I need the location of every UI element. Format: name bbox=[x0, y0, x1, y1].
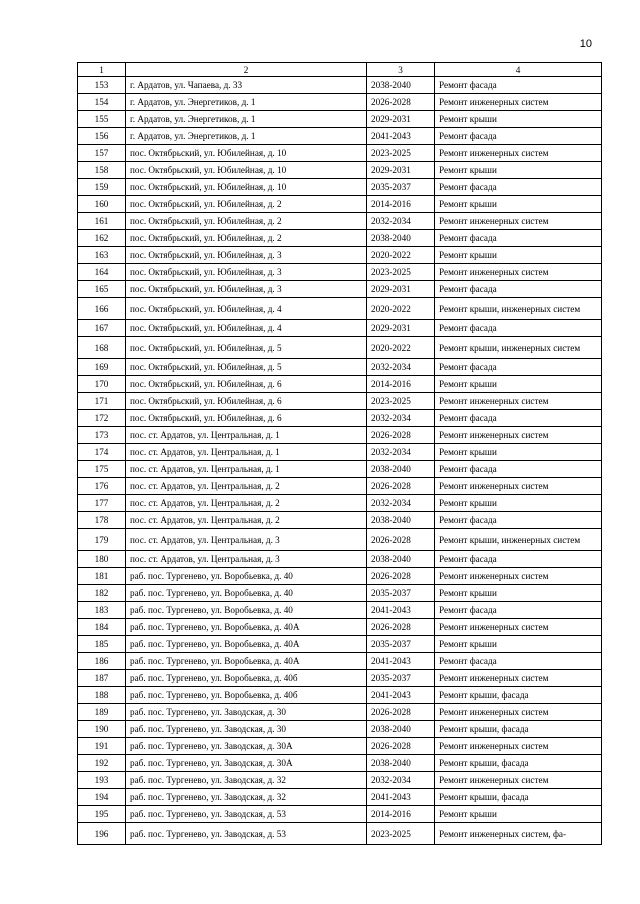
work-type-cell: Ремонт крыши, инженерных систем bbox=[435, 337, 602, 359]
years-cell: 2038-2040 bbox=[367, 721, 435, 738]
table-row bbox=[78, 111, 602, 128]
years-cell: 2029-2031 bbox=[367, 281, 435, 298]
address-cell: раб. пос. Тургенево, ул. Заводская, д. 32 bbox=[126, 789, 367, 806]
work-type-cell: Ремонт крыши, фасада bbox=[435, 755, 602, 772]
table-row bbox=[78, 755, 602, 772]
address-cell: раб. пос. Тургенево, ул. Воробьевка, д. 40А bbox=[126, 653, 367, 670]
row-number-cell: 173 bbox=[78, 427, 126, 444]
table-row bbox=[78, 789, 602, 806]
row-number-cell: 153 bbox=[78, 77, 126, 94]
work-type-cell: Ремонт крыши, инженерных систем bbox=[435, 529, 602, 551]
work-type-cell: Ремонт крыши, инженерных систем bbox=[435, 298, 602, 320]
years-cell: 2041-2043 bbox=[367, 128, 435, 145]
row-number-cell: 188 bbox=[78, 687, 126, 704]
work-type-cell: Ремонт крыши bbox=[435, 376, 602, 393]
table-row bbox=[78, 320, 602, 337]
work-type-cell: Ремонт фасада bbox=[435, 551, 602, 568]
row-number-cell: 165 bbox=[78, 281, 126, 298]
row-number-cell: 194 bbox=[78, 789, 126, 806]
years-cell: 2035-2037 bbox=[367, 636, 435, 653]
years-cell: 2026-2028 bbox=[367, 529, 435, 551]
row-number-cell: 177 bbox=[78, 495, 126, 512]
column-header-years: 3 bbox=[367, 63, 435, 77]
row-number-cell: 171 bbox=[78, 393, 126, 410]
address-cell: раб. пос. Тургенево, ул. Воробьевка, д. 40А bbox=[126, 619, 367, 636]
table-row bbox=[78, 281, 602, 298]
row-number-cell: 170 bbox=[78, 376, 126, 393]
table-row bbox=[78, 94, 602, 111]
row-number-cell: 178 bbox=[78, 512, 126, 529]
years-cell: 2014-2016 bbox=[367, 196, 435, 213]
address-cell: пос. Октябрьский, ул. Юбилейная, д. 5 bbox=[126, 359, 367, 376]
table-row bbox=[78, 247, 602, 264]
years-cell: 2032-2034 bbox=[367, 410, 435, 427]
page-number: 10 bbox=[579, 38, 592, 50]
years-cell: 2026-2028 bbox=[367, 568, 435, 585]
address-cell: раб. пос. Тургенево, ул. Заводская, д. 30А bbox=[126, 755, 367, 772]
work-type-cell: Ремонт крыши bbox=[435, 111, 602, 128]
work-type-cell: Ремонт инженерных систем bbox=[435, 94, 602, 111]
years-cell: 2023-2025 bbox=[367, 393, 435, 410]
address-cell: пос. ст. Ардатов, ул. Центральная, д. 3 bbox=[126, 529, 367, 551]
work-type-cell: Ремонт инженерных систем bbox=[435, 393, 602, 410]
address-cell: раб. пос. Тургенево, ул. Заводская, д. 53 bbox=[126, 806, 367, 823]
years-cell: 2026-2028 bbox=[367, 478, 435, 495]
work-type-cell: Ремонт крыши, фасада bbox=[435, 721, 602, 738]
years-cell: 2020-2022 bbox=[367, 247, 435, 264]
row-number-cell: 179 bbox=[78, 529, 126, 551]
table-row bbox=[78, 393, 602, 410]
table-row bbox=[78, 213, 602, 230]
address-cell: пос. Октябрьский, ул. Юбилейная, д. 6 bbox=[126, 376, 367, 393]
work-type-cell: Ремонт инженерных систем bbox=[435, 772, 602, 789]
address-cell: пос. ст. Ардатов, ул. Центральная, д. 2 bbox=[126, 478, 367, 495]
row-number-cell: 184 bbox=[78, 619, 126, 636]
years-cell: 2038-2040 bbox=[367, 77, 435, 94]
row-number-cell: 160 bbox=[78, 196, 126, 213]
years-cell: 2029-2031 bbox=[367, 320, 435, 337]
address-cell: раб. пос. Тургенево, ул. Заводская, д. 53 bbox=[126, 823, 367, 845]
table-row bbox=[78, 77, 602, 94]
years-cell: 2038-2040 bbox=[367, 461, 435, 478]
table-row bbox=[78, 772, 602, 789]
work-type-cell: Ремонт фасада bbox=[435, 410, 602, 427]
years-cell: 2023-2025 bbox=[367, 264, 435, 281]
years-cell: 2038-2040 bbox=[367, 755, 435, 772]
table-row bbox=[78, 823, 602, 845]
row-number-cell: 190 bbox=[78, 721, 126, 738]
row-number-cell: 195 bbox=[78, 806, 126, 823]
years-cell: 2023-2025 bbox=[367, 145, 435, 162]
work-type-cell: Ремонт фасада bbox=[435, 179, 602, 196]
row-number-cell: 162 bbox=[78, 230, 126, 247]
years-cell: 2038-2040 bbox=[367, 551, 435, 568]
address-cell: раб. пос. Тургенево, ул. Воробьевка, д. 40б bbox=[126, 687, 367, 704]
row-number-cell: 158 bbox=[78, 162, 126, 179]
row-number-cell: 187 bbox=[78, 670, 126, 687]
table-row bbox=[78, 602, 602, 619]
row-number-cell: 168 bbox=[78, 337, 126, 359]
years-cell: 2020-2022 bbox=[367, 337, 435, 359]
table-row bbox=[78, 179, 602, 196]
row-number-cell: 175 bbox=[78, 461, 126, 478]
work-type-cell: Ремонт инженерных систем bbox=[435, 213, 602, 230]
row-number-cell: 169 bbox=[78, 359, 126, 376]
table-body bbox=[78, 77, 602, 845]
row-number-cell: 183 bbox=[78, 602, 126, 619]
row-number-cell: 166 bbox=[78, 298, 126, 320]
row-number-cell: 157 bbox=[78, 145, 126, 162]
table-row bbox=[78, 568, 602, 585]
work-type-cell: Ремонт крыши bbox=[435, 196, 602, 213]
address-cell: раб. пос. Тургенево, ул. Заводская, д. 30А bbox=[126, 738, 367, 755]
address-cell: пос. Октябрьский, ул. Юбилейная, д. 2 bbox=[126, 213, 367, 230]
years-cell: 2038-2040 bbox=[367, 230, 435, 247]
years-cell: 2035-2037 bbox=[367, 179, 435, 196]
address-cell: пос. Октябрьский, ул. Юбилейная, д. 4 bbox=[126, 298, 367, 320]
address-cell: раб. пос. Тургенево, ул. Заводская, д. 30 bbox=[126, 721, 367, 738]
row-number-cell: 174 bbox=[78, 444, 126, 461]
address-cell: пос. Октябрьский, ул. Юбилейная, д. 4 bbox=[126, 320, 367, 337]
table-row bbox=[78, 704, 602, 721]
work-type-cell: Ремонт фасада bbox=[435, 653, 602, 670]
work-type-cell: Ремонт инженерных систем, фа- bbox=[435, 823, 602, 845]
years-cell: 2038-2040 bbox=[367, 512, 435, 529]
row-number-cell: 161 bbox=[78, 213, 126, 230]
work-type-cell: Ремонт фасада bbox=[435, 230, 602, 247]
table-row bbox=[78, 721, 602, 738]
row-number-cell: 181 bbox=[78, 568, 126, 585]
table-row bbox=[78, 264, 602, 281]
table-row bbox=[78, 478, 602, 495]
address-cell: раб. пос. Тургенево, ул. Заводская, д. 32 bbox=[126, 772, 367, 789]
address-cell: пос. Октябрьский, ул. Юбилейная, д. 2 bbox=[126, 196, 367, 213]
address-cell: пос. ст. Ардатов, ул. Центральная, д. 2 bbox=[126, 495, 367, 512]
work-type-cell: Ремонт крыши bbox=[435, 444, 602, 461]
address-cell: пос. ст. Ардатов, ул. Центральная, д. 1 bbox=[126, 444, 367, 461]
row-number-cell: 159 bbox=[78, 179, 126, 196]
work-type-cell: Ремонт инженерных систем bbox=[435, 427, 602, 444]
address-cell: пос. Октябрьский, ул. Юбилейная, д. 10 bbox=[126, 162, 367, 179]
work-type-cell: Ремонт инженерных систем bbox=[435, 670, 602, 687]
table-row bbox=[78, 145, 602, 162]
table-row bbox=[78, 230, 602, 247]
repair-schedule-table bbox=[77, 62, 602, 845]
column-header-address: 2 bbox=[126, 63, 367, 77]
years-cell: 2014-2016 bbox=[367, 806, 435, 823]
table-row bbox=[78, 337, 602, 359]
address-cell: г. Ардатов, ул. Энергетиков, д. 1 bbox=[126, 128, 367, 145]
address-cell: пос. ст. Ардатов, ул. Центральная, д. 1 bbox=[126, 427, 367, 444]
table-row bbox=[78, 619, 602, 636]
address-cell: раб. пос. Тургенево, ул. Воробьевка, д. 40 bbox=[126, 568, 367, 585]
years-cell: 2029-2031 bbox=[367, 111, 435, 128]
row-number-cell: 185 bbox=[78, 636, 126, 653]
table-row bbox=[78, 551, 602, 568]
table-row bbox=[78, 298, 602, 320]
table-row bbox=[78, 670, 602, 687]
years-cell: 2032-2034 bbox=[367, 444, 435, 461]
row-number-cell: 189 bbox=[78, 704, 126, 721]
years-cell: 2029-2031 bbox=[367, 162, 435, 179]
address-cell: пос. Октябрьский, ул. Юбилейная, д. 10 bbox=[126, 179, 367, 196]
work-type-cell: Ремонт инженерных систем bbox=[435, 478, 602, 495]
column-header-number: 1 bbox=[78, 63, 126, 77]
address-cell: раб. пос. Тургенево, ул. Заводская, д. 30 bbox=[126, 704, 367, 721]
table-row bbox=[78, 461, 602, 478]
work-type-cell: Ремонт крыши bbox=[435, 495, 602, 512]
row-number-cell: 155 bbox=[78, 111, 126, 128]
row-number-cell: 180 bbox=[78, 551, 126, 568]
row-number-cell: 176 bbox=[78, 478, 126, 495]
table-row bbox=[78, 738, 602, 755]
row-number-cell: 164 bbox=[78, 264, 126, 281]
address-cell: г. Ардатов, ул. Энергетиков, д. 1 bbox=[126, 111, 367, 128]
address-cell: пос. Октябрьский, ул. Юбилейная, д. 3 bbox=[126, 281, 367, 298]
work-type-cell: Ремонт фасада bbox=[435, 359, 602, 376]
address-cell: пос. Октябрьский, ул. Юбилейная, д. 2 bbox=[126, 230, 367, 247]
years-cell: 2035-2037 bbox=[367, 670, 435, 687]
work-type-cell: Ремонт инженерных систем bbox=[435, 738, 602, 755]
work-type-cell: Ремонт крыши bbox=[435, 247, 602, 264]
work-type-cell: Ремонт фасада bbox=[435, 281, 602, 298]
work-type-cell: Ремонт крыши bbox=[435, 162, 602, 179]
table-header-row bbox=[78, 63, 602, 77]
address-cell: пос. Октябрьский, ул. Юбилейная, д. 10 bbox=[126, 145, 367, 162]
work-type-cell: Ремонт инженерных систем bbox=[435, 568, 602, 585]
address-cell: раб. пос. Тургенево, ул. Воробьевка, д. 40 bbox=[126, 585, 367, 602]
work-type-cell: Ремонт крыши, фасада bbox=[435, 687, 602, 704]
address-cell: пос. Октябрьский, ул. Юбилейная, д. 3 bbox=[126, 247, 367, 264]
table-row bbox=[78, 495, 602, 512]
address-cell: пос. Октябрьский, ул. Юбилейная, д. 3 bbox=[126, 264, 367, 281]
address-cell: пос. Октябрьский, ул. Юбилейная, д. 5 bbox=[126, 337, 367, 359]
address-cell: пос. ст. Ардатов, ул. Центральная, д. 3 bbox=[126, 551, 367, 568]
work-type-cell: Ремонт фасада bbox=[435, 512, 602, 529]
address-cell: г. Ардатов, ул. Энергетиков, д. 1 bbox=[126, 94, 367, 111]
row-number-cell: 163 bbox=[78, 247, 126, 264]
row-number-cell: 191 bbox=[78, 738, 126, 755]
work-type-cell: Ремонт инженерных систем bbox=[435, 145, 602, 162]
address-cell: раб. пос. Тургенево, ул. Воробьевка, д. 40А bbox=[126, 636, 367, 653]
years-cell: 2041-2043 bbox=[367, 789, 435, 806]
address-cell: пос. ст. Ардатов, ул. Центральная, д. 2 bbox=[126, 512, 367, 529]
table-row bbox=[78, 162, 602, 179]
row-number-cell: 154 bbox=[78, 94, 126, 111]
address-cell: раб. пос. Тургенево, ул. Воробьевка, д. 40б bbox=[126, 670, 367, 687]
row-number-cell: 193 bbox=[78, 772, 126, 789]
years-cell: 2026-2028 bbox=[367, 704, 435, 721]
address-cell: пос. ст. Ардатов, ул. Центральная, д. 1 bbox=[126, 461, 367, 478]
table-row bbox=[78, 585, 602, 602]
years-cell: 2032-2034 bbox=[367, 772, 435, 789]
table-row bbox=[78, 636, 602, 653]
work-type-cell: Ремонт инженерных систем bbox=[435, 704, 602, 721]
table-row bbox=[78, 376, 602, 393]
years-cell: 2026-2028 bbox=[367, 619, 435, 636]
years-cell: 2035-2037 bbox=[367, 585, 435, 602]
row-number-cell: 186 bbox=[78, 653, 126, 670]
years-cell: 2032-2034 bbox=[367, 213, 435, 230]
work-type-cell: Ремонт крыши bbox=[435, 636, 602, 653]
years-cell: 2041-2043 bbox=[367, 653, 435, 670]
work-type-cell: Ремонт фасада bbox=[435, 128, 602, 145]
address-cell: г. Ардатов, ул. Чапаева, д. 33 bbox=[126, 77, 367, 94]
years-cell: 2023-2025 bbox=[367, 823, 435, 845]
work-type-cell: Ремонт крыши bbox=[435, 585, 602, 602]
row-number-cell: 156 bbox=[78, 128, 126, 145]
row-number-cell: 182 bbox=[78, 585, 126, 602]
years-cell: 2041-2043 bbox=[367, 602, 435, 619]
table-row bbox=[78, 427, 602, 444]
table-row bbox=[78, 444, 602, 461]
table-row bbox=[78, 806, 602, 823]
column-header-work: 4 bbox=[435, 63, 602, 77]
work-type-cell: Ремонт инженерных систем bbox=[435, 619, 602, 636]
row-number-cell: 192 bbox=[78, 755, 126, 772]
years-cell: 2041-2043 bbox=[367, 687, 435, 704]
row-number-cell: 172 bbox=[78, 410, 126, 427]
years-cell: 2032-2034 bbox=[367, 359, 435, 376]
work-type-cell: Ремонт фасада bbox=[435, 602, 602, 619]
work-type-cell: Ремонт крыши bbox=[435, 806, 602, 823]
table-row bbox=[78, 128, 602, 145]
table-row bbox=[78, 687, 602, 704]
work-type-cell: Ремонт фасада bbox=[435, 320, 602, 337]
row-number-cell: 167 bbox=[78, 320, 126, 337]
years-cell: 2032-2034 bbox=[367, 495, 435, 512]
table-row bbox=[78, 512, 602, 529]
address-cell: раб. пос. Тургенево, ул. Воробьевка, д. 40 bbox=[126, 602, 367, 619]
table-row bbox=[78, 529, 602, 551]
years-cell: 2020-2022 bbox=[367, 298, 435, 320]
table-row bbox=[78, 410, 602, 427]
table-row bbox=[78, 196, 602, 213]
work-type-cell: Ремонт крыши, фасада bbox=[435, 789, 602, 806]
table-row bbox=[78, 653, 602, 670]
work-type-cell: Ремонт фасада bbox=[435, 77, 602, 94]
years-cell: 2026-2028 bbox=[367, 94, 435, 111]
work-type-cell: Ремонт фасада bbox=[435, 461, 602, 478]
table-row bbox=[78, 359, 602, 376]
work-type-cell: Ремонт инженерных систем bbox=[435, 264, 602, 281]
address-cell: пос. Октябрьский, ул. Юбилейная, д. 6 bbox=[126, 410, 367, 427]
years-cell: 2026-2028 bbox=[367, 738, 435, 755]
row-number-cell: 196 bbox=[78, 823, 126, 845]
years-cell: 2014-2016 bbox=[367, 376, 435, 393]
address-cell: пос. Октябрьский, ул. Юбилейная, д. 6 bbox=[126, 393, 367, 410]
years-cell: 2026-2028 bbox=[367, 427, 435, 444]
